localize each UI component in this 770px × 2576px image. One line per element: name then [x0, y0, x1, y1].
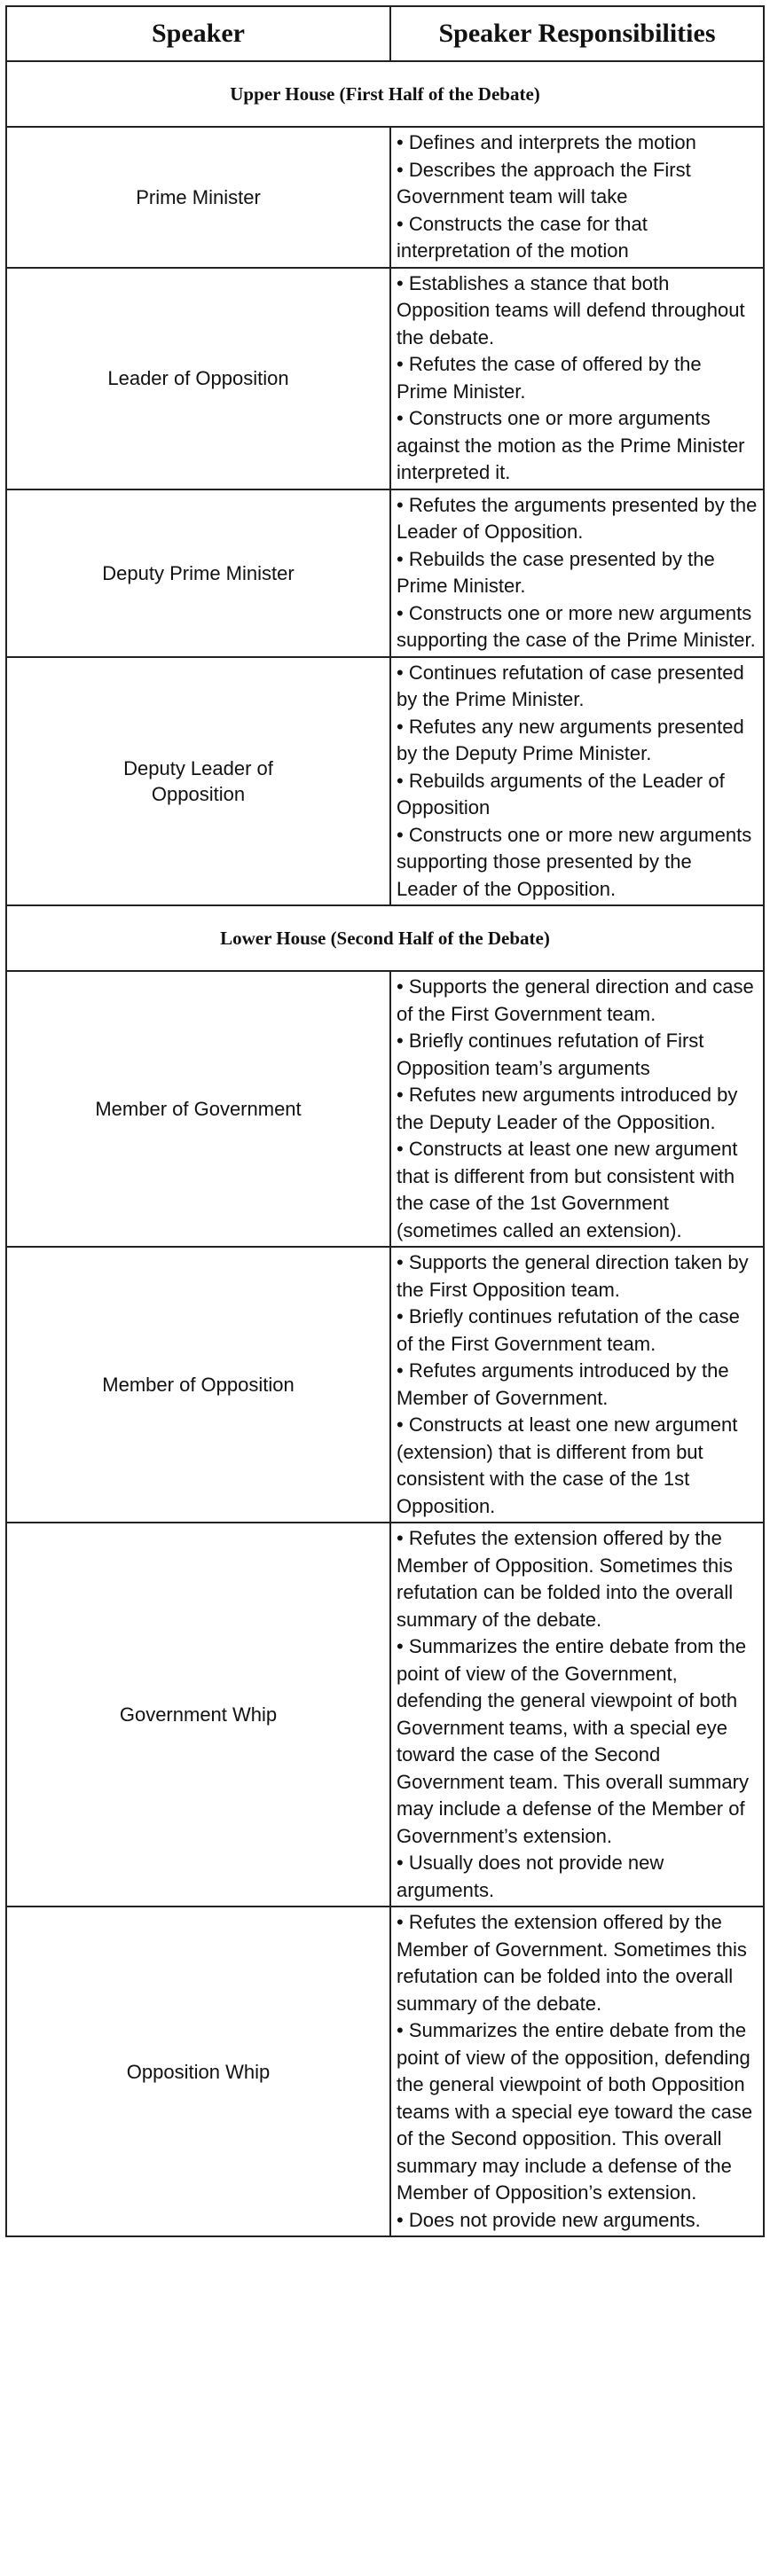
- responsibility-item: • Summarizes the entire debate from the point of view of the Government, defending the general viewpoint of both Government teams, with a special eye toward the case of the Second Government team. This overall summary may include a defense of the Member of Government’s extension.: [397, 1635, 749, 1847]
- responsibility-list: [397, 974, 758, 1244]
- speaker-name: Opposition Whip: [6, 1907, 390, 2236]
- section-title: Upper House (First Half of the Debate): [6, 61, 764, 127]
- responsibility-list: [397, 270, 758, 487]
- speaker-name: Deputy Leader of Opposition: [6, 657, 390, 906]
- table-row: [6, 1907, 764, 2236]
- responsibility-list: [397, 1525, 758, 1904]
- responsibility-item: • Does not provide new arguments.: [397, 2208, 701, 2231]
- table-row: [6, 127, 764, 268]
- speaker-name: Government Whip: [6, 1523, 390, 1907]
- responsibility-list: [397, 660, 758, 904]
- responsibility-list: [397, 1909, 758, 2234]
- responsibility-item: • Refutes the extension offered by the Member of Opposition. Sometimes this refutation can be folded into the overall summary of the debate.: [397, 1527, 734, 1631]
- responsibilities-cell: [390, 1247, 764, 1523]
- responsibility-list: [397, 1249, 758, 1520]
- speaker-name: Member of Government: [6, 971, 390, 1247]
- table-row: [6, 1523, 764, 1907]
- responsibilities-cell: [390, 127, 764, 268]
- speaker-name: Leader of Opposition: [6, 268, 390, 489]
- responsibility-list: [397, 492, 758, 654]
- responsibility-item: • Rebuilds arguments of the Leader of Opposition: [397, 769, 725, 818]
- responsibility-item: • Constructs at least one new argument (extension) that is different from but consistent with the case of the 1st Opposition.: [397, 1413, 738, 1517]
- responsibility-item: • Refutes the extension offered by the Member of Government. Sometimes this refutation can be folded into the overall summary of the debate.: [397, 1911, 747, 2015]
- responsibility-item: • Summarizes the entire debate from the point of view of the opposition, defending the general viewpoint of both Opposition teams with a special eye toward the case of the Second opposition. This overall summary may include a defense of the Member of Opposition’s extension.: [397, 2019, 753, 2204]
- header-row: [6, 6, 764, 61]
- section-row-upper-house: [6, 61, 764, 127]
- section-title: Lower House (Second Half of the Debate): [6, 905, 764, 971]
- table-row: [6, 268, 764, 489]
- responsibility-item: • Usually does not provide new arguments.: [397, 1852, 664, 1901]
- responsibilities-cell: [390, 1523, 764, 1907]
- responsibility-item: • Refutes arguments introduced by the Member of Government.: [397, 1359, 729, 1409]
- responsibility-item: • Establishes a stance that both Opposition teams will defend throughout the debate.: [397, 271, 745, 348]
- speaker-name: Member of Opposition: [6, 1247, 390, 1523]
- responsibility-item: • Defines and interprets the motion: [397, 131, 696, 153]
- responsibilities-cell: [390, 971, 764, 1247]
- responsibility-item: • Briefly continues refutation of First Opposition team’s arguments: [397, 1030, 704, 1079]
- responsibilities-cell: [390, 489, 764, 657]
- table-body: [6, 61, 764, 2236]
- responsibility-item: • Supports the general direction taken by the First Opposition team.: [397, 1251, 749, 1301]
- responsibility-item: • Describes the approach the First Government team will take: [397, 158, 691, 207]
- responsibilities-cell: [390, 657, 764, 906]
- responsibility-item: • Constructs the case for that interpretation of the motion: [397, 212, 648, 262]
- responsibility-item: • Constructs one or more new arguments supporting the case of the Prime Minister.: [397, 601, 756, 651]
- responsibility-item: • Briefly continues refutation of the case of the First Government team.: [397, 1305, 740, 1355]
- responsibility-item: • Continues refutation of case presented by the Prime Minister.: [397, 661, 744, 710]
- speaker-column-header: Speaker: [6, 6, 390, 61]
- speaker-name: Deputy Prime Minister: [6, 489, 390, 657]
- responsibility-item: • Refutes any new arguments presented by the Deputy Prime Minister.: [397, 715, 744, 764]
- responsibility-item: • Refutes the case of offered by the Prime Minister.: [397, 353, 702, 403]
- responsibility-item: • Constructs one or more new arguments supporting those presented by the Leader of the Opposition.: [397, 823, 752, 900]
- responsibility-item: • Refutes new arguments introduced by the Deputy Leader of the Opposition.: [397, 1084, 738, 1133]
- responsibilities-cell: [390, 1907, 764, 2236]
- responsibility-item: • Supports the general direction and case of the First Government team.: [397, 975, 754, 1025]
- speaker-responsibilities-table: [5, 5, 765, 2237]
- table-row: [6, 1247, 764, 1523]
- table-row: [6, 489, 764, 657]
- responsibilities-cell: [390, 268, 764, 489]
- table-row: [6, 971, 764, 1247]
- responsibility-item: • Constructs one or more arguments against the motion as the Prime Minister interpreted it.: [397, 407, 745, 483]
- speaker-name: Prime Minister: [6, 127, 390, 268]
- responsibility-item: • Constructs at least one new argument that is different from but consistent with the case of the 1st Government (sometimes called an extension).: [397, 1138, 738, 1241]
- responsibility-item: • Rebuilds the case presented by the Prime Minister.: [397, 547, 715, 597]
- responsibility-item: • Refutes the arguments presented by the Leader of Opposition.: [397, 493, 758, 543]
- responsibilities-column-header: Speaker Responsibilities: [390, 6, 764, 61]
- responsibility-list: [397, 129, 758, 265]
- table-row: [6, 657, 764, 906]
- section-row-lower-house: [6, 905, 764, 971]
